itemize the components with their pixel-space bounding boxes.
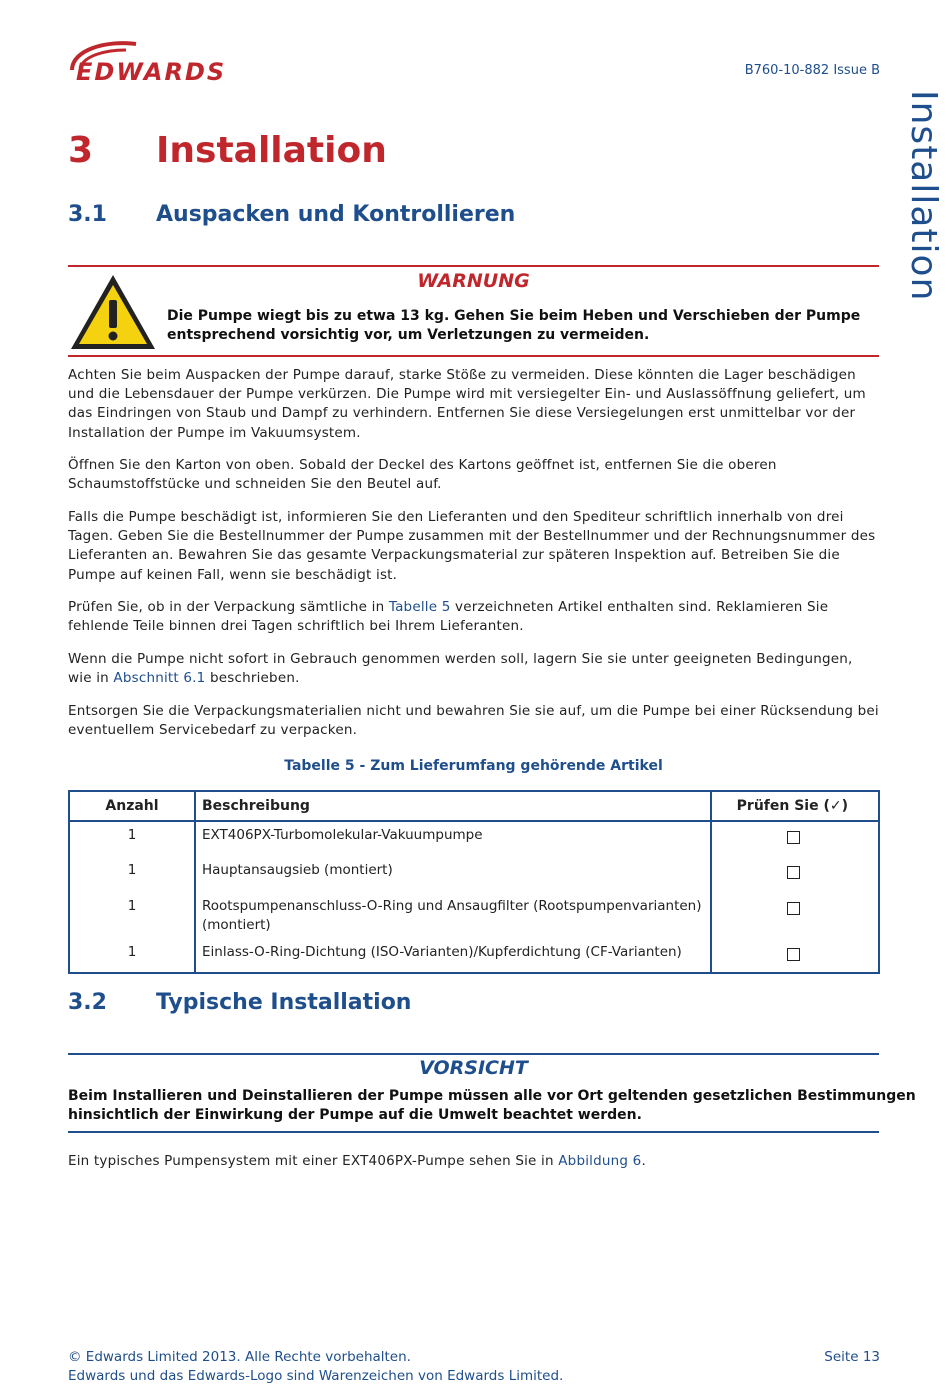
side-tab-label: Installation xyxy=(903,90,944,302)
caution-text-line2: hinsichtlich der Einwirkung der Pumpe auf die Umwelt beachtet werden. xyxy=(68,1107,642,1123)
text: Ein typisches Pumpensystem mit einer EXT406PX-Pumpe sehen Sie in xyxy=(68,1153,559,1169)
checkbox[interactable] xyxy=(787,831,800,844)
table-header-row xyxy=(69,791,879,821)
row-description: Hauptansaugsieb (montiert) xyxy=(195,857,711,893)
section-title: Typische Installation xyxy=(156,990,412,1015)
paragraph-disposal: Entsorgen Sie die Verpackungsmaterialien nicht und bewahren Sie sie auf, um die Pumpe bei einer Rücksendung bei eventuellem Servicebedarf zu verpacken. xyxy=(68,703,879,739)
caution-top-rule xyxy=(68,1053,879,1055)
section-6-1-link[interactable]: Abschnitt 6.1 xyxy=(113,670,206,687)
section-title: Auspacken und Kontrollieren xyxy=(156,202,516,227)
checkbox[interactable] xyxy=(787,902,800,915)
row-description: Rootspumpenanschluss-O-Ring und Ansaugfilter (Rootspumpenvarianten) (montiert) xyxy=(195,893,711,939)
caution-text-line1: Beim Installieren und Deinstallieren der Pumpe müssen alle vor Ort geltenden gesetzlichen Bestimmungen xyxy=(68,1088,916,1104)
text: . xyxy=(641,1153,646,1169)
warning-triangle-icon xyxy=(68,272,158,352)
table-caption: Tabelle 5 - Zum Lieferumfang gehörende Artikel xyxy=(284,758,663,774)
section-heading-3-1 xyxy=(68,202,516,227)
chapter-number: 3 xyxy=(68,130,94,171)
warning-text-line2: entsprechend vorsichtig vor, um Verletzungen zu vermeiden. xyxy=(167,327,650,343)
table-row xyxy=(69,821,879,857)
chapter-heading xyxy=(68,130,387,171)
column-header-description: Beschreibung xyxy=(195,791,711,821)
footer-trademark: Edwards und das Edwards-Logo sind Warenzeichen von Edwards Limited. xyxy=(68,1368,564,1384)
table-row xyxy=(69,893,879,939)
row-description: EXT406PX-Turbomolekular-Vakuumpumpe xyxy=(195,821,711,857)
caution-bottom-rule xyxy=(68,1131,879,1133)
column-header-quantity: Anzahl xyxy=(69,791,195,821)
edwards-logo xyxy=(66,40,296,86)
checkbox[interactable] xyxy=(787,948,800,961)
paragraph-storage xyxy=(68,650,880,688)
warning-title: WARNUNG xyxy=(417,270,530,292)
figure-6-link[interactable]: Abbildung 6 xyxy=(558,1153,642,1169)
warning-top-rule xyxy=(68,265,879,267)
warning-text-line1: Die Pumpe wiegt bis zu etwa 13 kg. Gehen Sie beim Heben und Verschieben der Pumpe xyxy=(167,308,861,324)
paragraph-unpacking: Achten Sie beim Auspacken der Pumpe darauf, starke Stöße zu vermeiden. Diese könnten die Lager beschädigen und die Lebensdauer der Pumpe verkürzen. Die Pumpe wird mit versiegelter Ein- und Auslassöffnung geliefert, um das Eindringen von Staub und Dampf zu verhindern. Entfernen Sie diese Versiegelungen erst unmittelbar vor der Installation der Pumpe im Vakuumsystem. xyxy=(68,367,866,441)
document-number: B760-10-882 Issue B xyxy=(744,63,880,78)
paragraph-check-items xyxy=(68,598,880,636)
items-table xyxy=(68,790,880,974)
footer-copyright: © Edwards Limited 2013. Alle Rechte vorbehalten. xyxy=(68,1349,411,1365)
table-row xyxy=(69,939,879,973)
table-5-link[interactable]: Tabelle 5 xyxy=(388,599,451,615)
logo-text: EDWARDS xyxy=(76,58,227,86)
text: verzeichneten Artikel enthalten sind. Reklamieren Sie fehlende Teile binnen drei Tagen schriftlich bei Ihrem Lieferanten. xyxy=(68,599,829,635)
row-quantity: 1 xyxy=(69,939,195,973)
chapter-title: Installation xyxy=(156,130,387,171)
paragraph-damage: Falls die Pumpe beschädigt ist, informieren Sie den Lieferanten und den Spediteur schriftlich innerhalb von drei Tagen. Geben Sie die Bestellnummer der Pumpe zusammen mit der Bestellnummer und der Rechnungsnummer des Lieferanten an. Bewahren Sie das gesamte Verpackungsmaterial zur späteren Inspektion auf. Betreiben Sie die Pumpe auf keinen Fall, wenn sie beschädigt ist. xyxy=(68,509,876,583)
warning-bottom-rule xyxy=(68,355,879,357)
text: Wenn die Pumpe nicht sofort in Gebrauch genommen werden soll, lagern Sie sie unter geeigneten Bedingungen, wie in xyxy=(68,651,853,687)
column-header-check: Prüfen Sie (✓) xyxy=(711,791,879,821)
row-quantity: 1 xyxy=(69,893,195,939)
row-quantity: 1 xyxy=(69,857,195,893)
section-number: 3.1 xyxy=(68,202,107,227)
text: beschrieben. xyxy=(205,670,300,687)
caution-title: VORSICHT xyxy=(419,1057,528,1079)
text: Prüfen Sie, ob in der Verpackung sämtliche in xyxy=(68,599,389,615)
checkbox[interactable] xyxy=(787,866,800,879)
section-heading-3-2 xyxy=(68,990,412,1015)
row-quantity: 1 xyxy=(69,821,195,857)
paragraph-typical-system xyxy=(68,1152,880,1171)
paragraph-open-box: Öffnen Sie den Karton von oben. Sobald der Deckel des Kartons geöffnet ist, entfernen Sie die oberen Schaumstoffstücke und schneiden Sie den Beutel auf. xyxy=(68,457,777,493)
row-description: Einlass-O-Ring-Dichtung (ISO-Varianten)/Kupferdichtung (CF-Varianten) xyxy=(195,939,711,973)
section-number: 3.2 xyxy=(68,990,107,1015)
page-number: Seite 13 xyxy=(824,1349,880,1365)
table-row xyxy=(69,857,879,893)
